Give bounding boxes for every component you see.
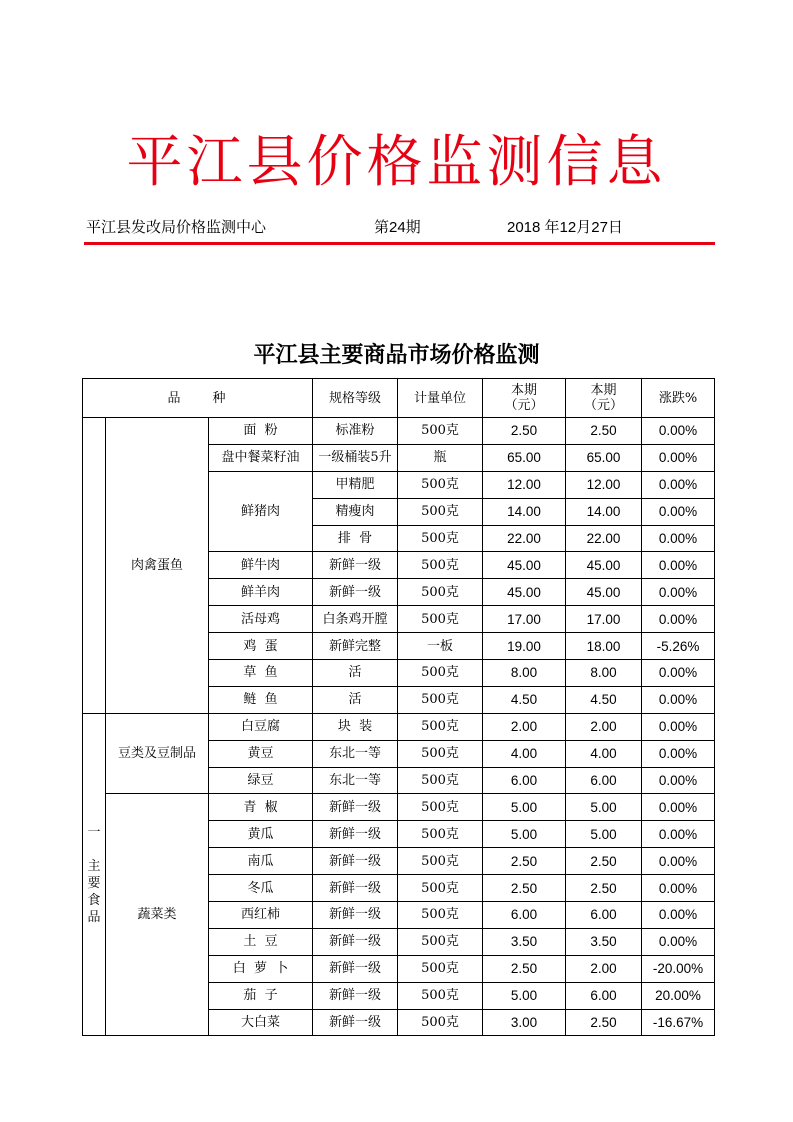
item-unit: 500克	[398, 875, 483, 902]
item-spec: 新鲜一级	[313, 1009, 398, 1036]
price-current-1: 45.00	[483, 552, 566, 579]
category-main	[83, 713, 106, 1036]
price-current-2: 6.00	[566, 982, 642, 1009]
table-title: 平江县主要商品市场价格监测	[253, 343, 540, 368]
price-current-2: 12.00	[566, 471, 642, 498]
table-row	[83, 418, 715, 445]
item-name: 茄 子	[209, 982, 313, 1009]
header-spec: 规格等级	[313, 379, 398, 418]
price-current-2: 4.50	[566, 686, 642, 713]
item-spec: 活	[313, 686, 398, 713]
subcategory-veg: 蔬菜类	[106, 794, 209, 1036]
item-unit: 500克	[398, 767, 483, 794]
price-current-2: 6.00	[566, 767, 642, 794]
price-current-1: 12.00	[483, 471, 566, 498]
price-current-2: 2.50	[566, 1009, 642, 1036]
price-change: 0.00%	[642, 552, 715, 579]
price-change: 0.00%	[642, 418, 715, 445]
price-current-1: 2.50	[483, 418, 566, 445]
item-spec: 新鲜一级	[313, 579, 398, 606]
red-divider	[84, 242, 715, 245]
price-current-1: 5.00	[483, 982, 566, 1009]
table-row	[83, 794, 715, 821]
price-current-1: 5.00	[483, 794, 566, 821]
item-unit: 瓶	[398, 444, 483, 471]
price-change: 0.00%	[642, 848, 715, 875]
price-current-2: 2.00	[566, 955, 642, 982]
issue-date: 2018 年12月27日	[507, 219, 623, 236]
item-spec: 标准粉	[313, 418, 398, 445]
item-spec: 新鲜一级	[313, 902, 398, 929]
price-current-1: 2.00	[483, 713, 566, 740]
item-name: 黄瓜	[209, 821, 313, 848]
item-spec: 东北一等	[313, 740, 398, 767]
price-current-1: 2.50	[483, 955, 566, 982]
header-current-1: 本期 （元）	[483, 379, 566, 418]
item-unit: 500克	[398, 686, 483, 713]
price-change: 0.00%	[642, 794, 715, 821]
price-current-2: 22.00	[566, 525, 642, 552]
item-spec: 白条鸡开膛	[313, 606, 398, 633]
item-unit: 500克	[398, 955, 483, 982]
price-change: 0.00%	[642, 767, 715, 794]
item-spec: 活	[313, 660, 398, 687]
price-current-2: 45.00	[566, 552, 642, 579]
subcategory-meat: 肉禽蛋鱼	[106, 418, 209, 714]
price-current-1: 3.50	[483, 928, 566, 955]
price-current-2: 8.00	[566, 660, 642, 687]
price-change: -16.67%	[642, 1009, 715, 1036]
price-current-2: 2.50	[566, 418, 642, 445]
item-name: 鲜牛肉	[209, 552, 313, 579]
price-current-1: 6.00	[483, 767, 566, 794]
item-name: 白豆腐	[209, 713, 313, 740]
item-unit: 500克	[398, 525, 483, 552]
item-unit: 500克	[398, 1009, 483, 1036]
item-spec: 精瘦肉	[313, 498, 398, 525]
item-name: 草 鱼	[209, 660, 313, 687]
price-current-1: 2.50	[483, 848, 566, 875]
item-spec: 一级桶装5升	[313, 444, 398, 471]
item-unit: 500克	[398, 794, 483, 821]
price-table	[82, 378, 715, 1036]
price-change: 0.00%	[642, 713, 715, 740]
item-unit: 500克	[398, 552, 483, 579]
item-name: 冬瓜	[209, 875, 313, 902]
item-spec: 甲精肥	[313, 471, 398, 498]
item-spec: 新鲜一级	[313, 848, 398, 875]
header-unit: 计量单位	[398, 379, 483, 418]
item-name: 白 萝 卜	[209, 955, 313, 982]
item-name: 青 椒	[209, 794, 313, 821]
price-current-1: 6.00	[483, 902, 566, 929]
item-unit: 500克	[398, 660, 483, 687]
price-current-2: 14.00	[566, 498, 642, 525]
item-name: 黄豆	[209, 740, 313, 767]
subcategory-bean: 豆类及豆制品	[106, 713, 209, 794]
price-current-2: 65.00	[566, 444, 642, 471]
item-unit: 500克	[398, 902, 483, 929]
price-change: 0.00%	[642, 444, 715, 471]
price-current-2: 18.00	[566, 633, 642, 660]
price-change: -20.00%	[642, 955, 715, 982]
price-change: -5.26%	[642, 633, 715, 660]
item-name: 鸡 蛋	[209, 633, 313, 660]
item-unit: 500克	[398, 418, 483, 445]
price-current-2: 6.00	[566, 902, 642, 929]
price-change: 0.00%	[642, 686, 715, 713]
price-current-2: 2.50	[566, 875, 642, 902]
item-unit: 500克	[398, 982, 483, 1009]
item-unit: 500克	[398, 606, 483, 633]
price-current-2: 5.00	[566, 794, 642, 821]
price-current-1: 19.00	[483, 633, 566, 660]
item-spec: 新鲜一级	[313, 821, 398, 848]
price-current-1: 22.00	[483, 525, 566, 552]
masthead-title: 平江县价格监测信息	[126, 130, 667, 195]
price-current-2: 4.00	[566, 740, 642, 767]
item-spec: 新鲜一级	[313, 875, 398, 902]
item-spec: 东北一等	[313, 767, 398, 794]
item-name: 活母鸡	[209, 606, 313, 633]
item-spec: 块 装	[313, 713, 398, 740]
item-name: 土 豆	[209, 928, 313, 955]
issue-info-line	[0, 216, 793, 236]
item-spec: 新鲜一级	[313, 982, 398, 1009]
item-spec: 排 骨	[313, 525, 398, 552]
item-unit: 500克	[398, 579, 483, 606]
issue-number: 第24期	[374, 219, 421, 236]
item-unit: 500克	[398, 848, 483, 875]
price-change: 20.00%	[642, 982, 715, 1009]
price-current-1: 4.00	[483, 740, 566, 767]
header-variety: 品 种	[83, 379, 313, 418]
item-unit: 500克	[398, 821, 483, 848]
price-change: 0.00%	[642, 498, 715, 525]
price-change: 0.00%	[642, 525, 715, 552]
item-unit: 500克	[398, 928, 483, 955]
table-header-row	[83, 379, 715, 418]
item-name: 南瓜	[209, 848, 313, 875]
item-name: 鲜猪肉	[209, 471, 313, 552]
item-spec: 新鲜一级	[313, 552, 398, 579]
price-current-1: 5.00	[483, 821, 566, 848]
category-main-top	[83, 418, 106, 714]
item-unit: 500克	[398, 713, 483, 740]
price-change: 0.00%	[642, 740, 715, 767]
item-unit: 一板	[398, 633, 483, 660]
price-change: 0.00%	[642, 579, 715, 606]
price-current-2: 45.00	[566, 579, 642, 606]
item-spec: 新鲜一级	[313, 928, 398, 955]
price-change: 0.00%	[642, 606, 715, 633]
price-current-1: 14.00	[483, 498, 566, 525]
item-spec: 新鲜完整	[313, 633, 398, 660]
price-current-1: 3.00	[483, 1009, 566, 1036]
issuer-name: 平江县发改局价格监测中心	[86, 218, 267, 236]
price-current-1: 45.00	[483, 579, 566, 606]
price-change: 0.00%	[642, 902, 715, 929]
item-unit: 500克	[398, 740, 483, 767]
price-current-1: 4.50	[483, 686, 566, 713]
price-change: 0.00%	[642, 928, 715, 955]
price-current-2: 2.50	[566, 848, 642, 875]
item-name: 绿豆	[209, 767, 313, 794]
category-main-label: 一 主 要 食 品	[87, 824, 101, 925]
header-current-2: 本期 （元）	[566, 379, 642, 418]
price-change: 0.00%	[642, 660, 715, 687]
price-current-2: 5.00	[566, 821, 642, 848]
item-name: 盘中餐菜籽油	[209, 444, 313, 471]
price-change: 0.00%	[642, 875, 715, 902]
price-current-2: 3.50	[566, 928, 642, 955]
price-current-1: 65.00	[483, 444, 566, 471]
price-current-1: 2.50	[483, 875, 566, 902]
item-name: 鲜羊肉	[209, 579, 313, 606]
price-current-1: 8.00	[483, 660, 566, 687]
item-name: 大白菜	[209, 1009, 313, 1036]
price-current-2: 17.00	[566, 606, 642, 633]
price-change: 0.00%	[642, 821, 715, 848]
item-name: 西红柿	[209, 902, 313, 929]
item-spec: 新鲜一级	[313, 794, 398, 821]
table-row	[83, 713, 715, 740]
header-change: 涨跌%	[642, 379, 715, 418]
price-change: 0.00%	[642, 471, 715, 498]
item-unit: 500克	[398, 471, 483, 498]
price-current-1: 17.00	[483, 606, 566, 633]
item-unit: 500克	[398, 498, 483, 525]
price-current-2: 2.00	[566, 713, 642, 740]
item-spec: 新鲜一级	[313, 955, 398, 982]
item-name: 面 粉	[209, 418, 313, 445]
item-name: 鲢 鱼	[209, 686, 313, 713]
